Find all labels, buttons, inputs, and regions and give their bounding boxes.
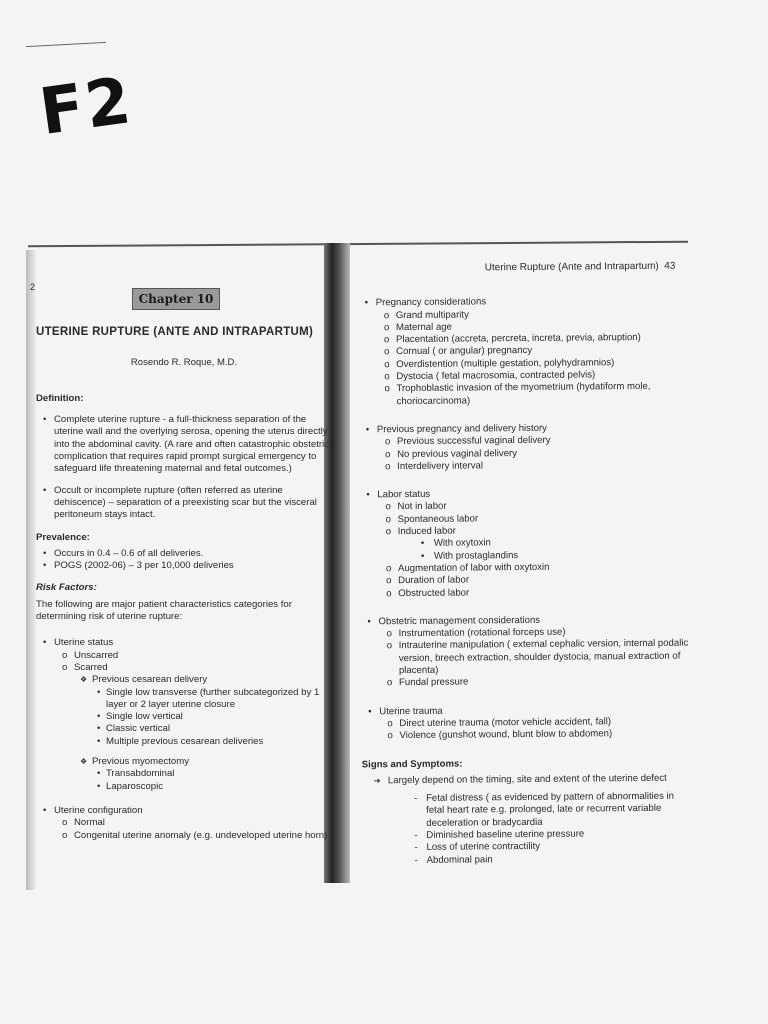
pregnancy-item: o Grand multiparity — [358, 307, 688, 322]
sign-item: - Loss of uterine contractility — [362, 840, 692, 855]
pregnancy-item: o Maternal age — [358, 319, 688, 334]
pen-scribble — [26, 42, 106, 47]
handwritten-mark: F2 — [35, 63, 137, 151]
prevalence-item: • POGS (2002-06) – 3 per 10,000 deliveries — [36, 560, 332, 572]
history-item: o Interdelivery interval — [359, 458, 689, 473]
uterine-trauma: • Uterine trauma — [361, 703, 691, 718]
labor-item: o Induced labor — [360, 524, 690, 539]
signs-heading: Signs and Symptoms: — [361, 758, 463, 770]
trauma-item: o Violence (gunshot wound, blunt blow to abdomen) — [361, 728, 691, 743]
config-item: o Congenital uterine anomaly (e.g. undeveloped uterine horn) — [36, 830, 332, 842]
chapter-title: UTERINE RUPTURE (ANTE AND INTRAPARTUM) — [36, 326, 314, 339]
signs-list — [362, 772, 693, 867]
pregnancy-item: o Trophoblastic invasion of the myometrium (hydatiform mole, choriocarcinoma) — [358, 381, 688, 408]
pregnancy-item: o Placentation (accreta, percreta, increta, previa, abruption) — [358, 332, 688, 347]
left-page-number: 2 — [30, 282, 36, 292]
cesarean-item: • Single low vertical — [36, 711, 332, 723]
cesarean-item: • Classic vertical — [36, 723, 332, 735]
prevalence-list — [36, 548, 332, 573]
trauma-item: o Direct uterine trauma (motor vehicle accident, fall) — [361, 715, 691, 730]
labor-item: o Not in labor — [359, 499, 689, 514]
left-page — [36, 270, 332, 842]
labor-item: o Augmentation of labor with oxytoxin — [360, 560, 690, 575]
obstetric-item: o Fundal pressure — [361, 675, 691, 690]
running-head-title: Uterine Rupture (Ante and Intrapartum) — [484, 260, 659, 274]
cesarean-item: • Multiple previous cesarean deliveries — [36, 736, 332, 748]
sign-item: - Abdominal pain — [363, 852, 693, 867]
risk-list — [36, 637, 332, 841]
history-item: o Previous successful vaginal delivery — [359, 434, 689, 449]
previous-cesarean: ❖ Previous cesarean delivery — [36, 674, 332, 686]
labor-item: o Duration of labor — [360, 573, 690, 588]
sign-item: - Fetal distress ( as evidenced by pattern of abnormalities in fetal heart rate e.g. prolonged, late or recurrent variable deceleration or bradycardia — [362, 791, 692, 831]
myomectomy-item: • Transabdominal — [36, 768, 332, 780]
pregnancy-item: o Dystocia ( fetal macrosomia, contracted pelvis) — [358, 369, 688, 384]
induced-item: • With oxytoxin — [360, 536, 690, 551]
definition-complete: • Complete uterine rupture - a full-thickness separation of the uterine wall and the overlying serosa, opening the uterus directly into the abdominal cavity. (A rare and often catastrophic obstetric complication that requires rapid prompt surgical emergency to safeguard life threatening maternal and fetal outcomes.) — [36, 414, 332, 475]
uterine-configuration: • Uterine configuration — [36, 805, 332, 817]
labor-item: o Spontaneous labor — [360, 511, 690, 526]
pregnancy-item: o Overdistention (multiple gestation, polyhydramnios) — [358, 356, 688, 371]
risk-list-continued — [358, 295, 692, 743]
risk-intro: The following are major patient characteristics categories for determining risk of uterine rupture: — [36, 598, 292, 623]
page-left-edge-shadow — [26, 250, 36, 890]
previous-myomectomy: ❖ Previous myomectomy — [36, 756, 332, 768]
config-item: o Normal — [36, 817, 332, 829]
right-page — [357, 261, 692, 868]
definition-heading: Definition: — [36, 392, 84, 404]
pregnancy-item: o Cornual ( or angular) pregnancy — [358, 344, 688, 359]
prevalence-heading: Prevalence: — [36, 531, 90, 543]
risk-heading: Risk Factors: — [36, 582, 97, 594]
history-item: o No previous vaginal delivery — [359, 446, 689, 461]
right-page-number: 43 — [664, 260, 676, 272]
definition-occult: • Occult or incomplete rupture (often referred as uterine dehiscence) – separation of a preexisting scar but the visceral peritoneum stays intact. — [36, 485, 332, 522]
author: Rosendo R. Roque, M.D. — [130, 356, 238, 368]
obstetric-item: o Intrauterine manipulation ( external cephalic version, internal podalic version, breech extraction, shoulder dystocia, manual extraction of placenta) — [361, 638, 691, 678]
cesarean-item: • Single low transverse (further subcategorized by 1 layer or 2 layer uterine closure — [36, 687, 332, 712]
definition-list — [36, 414, 332, 521]
sign-item: - Diminished baseline uterine pressure — [362, 828, 692, 843]
labor-item: o Obstructed labor — [360, 585, 690, 600]
uterine-status: • Uterine status — [36, 637, 332, 649]
running-head — [357, 261, 687, 276]
signs-intro: ➔ Largely depend on the timing, site and extent of the uterine defect — [362, 772, 692, 787]
delivery-history: • Previous pregnancy and delivery history — [359, 422, 689, 437]
obstetric-item: o Instrumentation (rotational forceps use) — [361, 626, 691, 641]
obstetric-management: • Obstetric management considerations — [360, 613, 690, 628]
induced-item: • With prostaglandins — [360, 548, 690, 563]
pregnancy-considerations: • Pregnancy considerations — [358, 295, 688, 310]
myomectomy-item: • Laparoscopic — [36, 781, 332, 793]
scarred: o Scarred — [36, 662, 332, 674]
unscarred: o Unscarred — [36, 650, 332, 662]
page-top-edge — [28, 241, 688, 248]
labor-status: • Labor status — [359, 487, 689, 502]
prevalence-item: • Occurs in 0.4 – 0.6 of all deliveries. — [36, 548, 332, 560]
chapter-label: Chapter 10 — [132, 288, 220, 310]
